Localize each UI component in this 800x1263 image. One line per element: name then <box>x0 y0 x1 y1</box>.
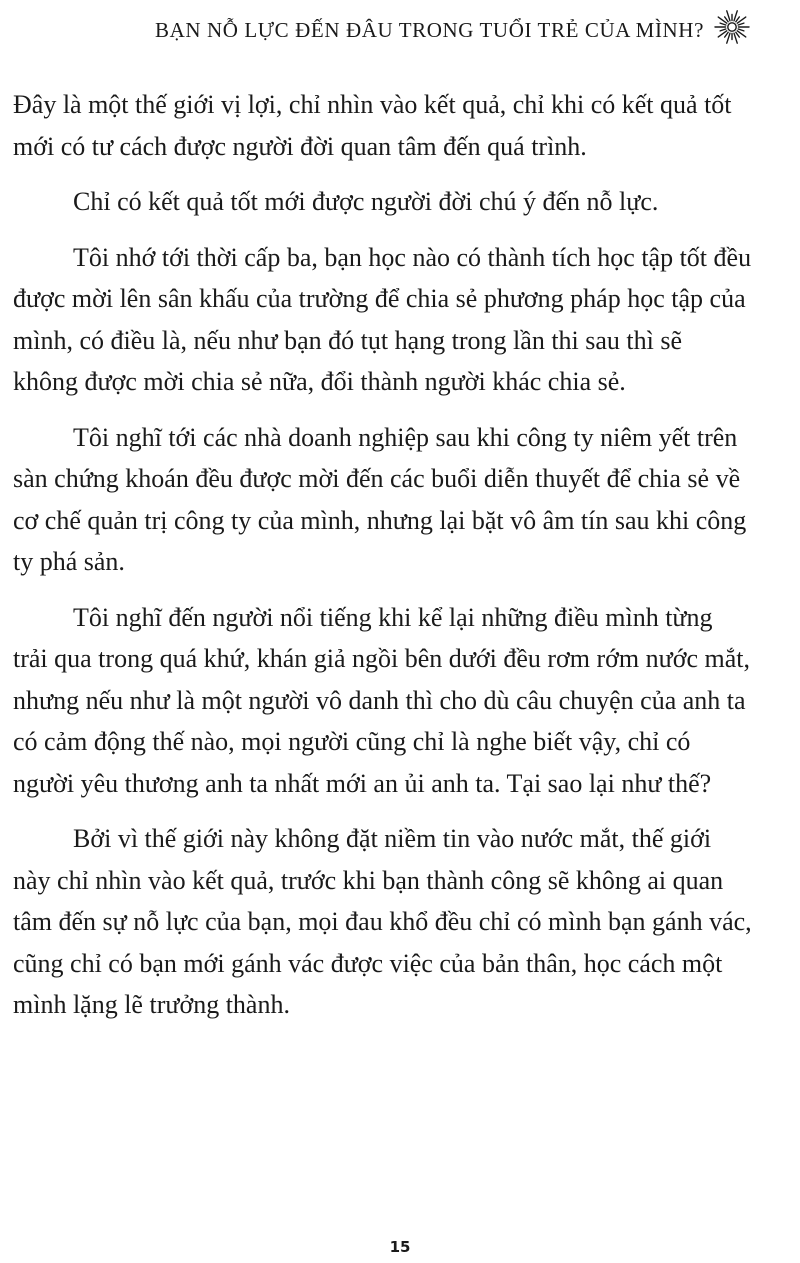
sunburst-ray <box>738 23 744 25</box>
sunburst-ray <box>736 32 740 37</box>
paragraph: Tôi nhớ tới thời cấp ba, bạn học nào có thành tích học tập tốt đều được mời lên sân khấu của trường để chia sẻ phương pháp học tập của mình, có điều là, nếu như bạn đó tụt hạng trong lần thi sau thì sẽ không được mời chia sẻ nữa, đổi thành người khác chia sẻ. <box>13 242 752 396</box>
sunburst-ray <box>736 17 740 22</box>
sunburst-ray <box>720 29 726 31</box>
page-number: 15 <box>389 1238 411 1256</box>
paragraph: Chỉ có kết quả tốt mới được người đời chú ý đến nỗ lực. <box>73 187 659 216</box>
sunburst-ray <box>738 29 744 31</box>
sunburst-ray <box>725 32 729 37</box>
sunburst-ray <box>720 23 726 25</box>
running-title: BẠN NỖ LỰC ĐẾN ĐÂU TRONG TUỔI TRẺ CỦA MÌNH? <box>154 18 704 42</box>
paragraph: Bởi vì thế giới này không đặt niềm tin vào nước mắt, thế giới này chỉ nhìn vào kết quả, trước khi bạn thành công sẽ không ai quan tâm đến sự nỗ lực của bạn, mọi đau khổ đều chỉ có mình bạn gánh vác, cũng chỉ có bạn mới gánh vác được việc của bản thân, học cách một mình lặng lẽ trưởng thành. <box>13 824 752 1019</box>
running-header <box>0 6 800 46</box>
sunburst-ray <box>725 17 729 22</box>
paragraph: Tôi nghĩ đến người nổi tiếng khi kể lại những điều mình từng trải qua trong quá khứ, khán giả ngồi bên dưới đều rơm rớm nước mắt, nhưng nếu như là một người vô danh thì cho dù câu chuyện của anh ta có cảm động thế nào, mọi người cũng chỉ là nghe biết vậy, chỉ có người yêu thương anh ta nhất mới an ủi anh ta. Tại sao lại như thế? <box>13 602 751 798</box>
body-text <box>13 84 753 1040</box>
paragraph: Đây là một thế giới vị lợi, chỉ nhìn vào kết quả, chỉ khi có kết quả tốt mới có tư cách được người đời quan tâm đến quá trình. <box>13 90 732 161</box>
paragraph: Tôi nghĩ tới các nhà doanh nghiệp sau khi công ty niêm yết trên sàn chứng khoán đều được mời đến các buổi diễn thuyết để chia sẻ về cơ chế quản trị công ty của mình, nhưng lại bặt vô âm tín sau khi công ty phá sản. <box>13 422 747 576</box>
sunburst-icon <box>712 7 752 47</box>
